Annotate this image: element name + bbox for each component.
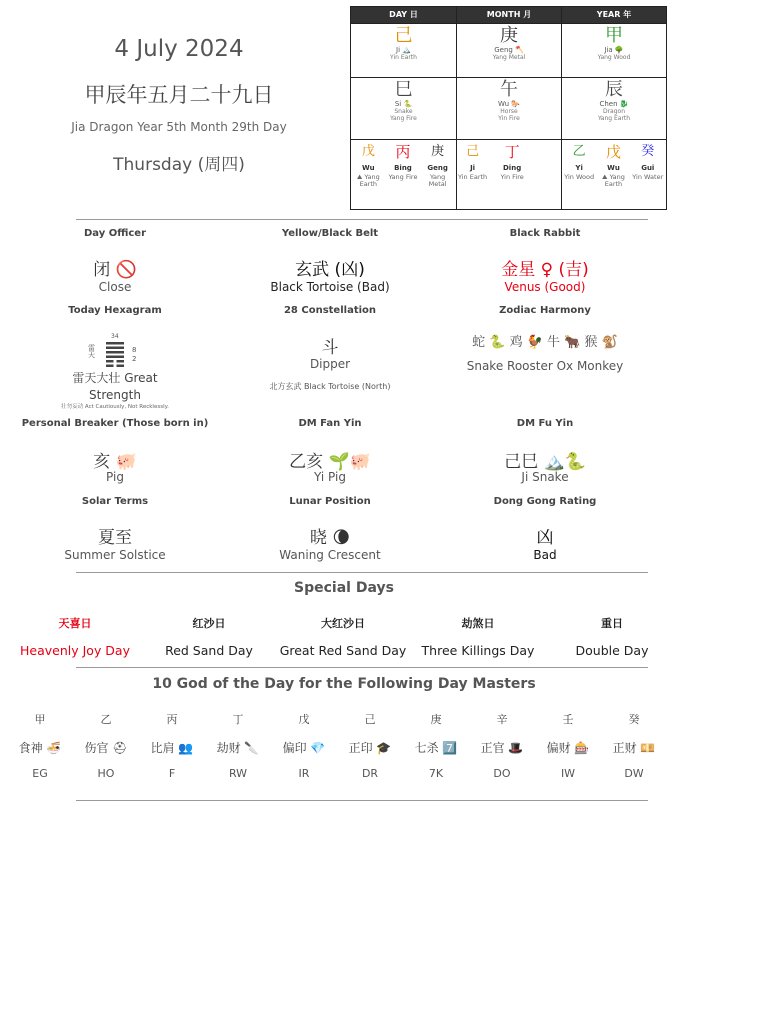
special-day-cn: 劫煞日 [461,617,495,630]
ten-god-stem: 辛 [496,713,508,726]
divider [76,667,648,668]
solar-value: 夏至 [98,528,132,548]
month-pillar [457,7,562,209]
year-stem-char: 甲 [605,25,623,46]
year-hidden-3-name: Gui [641,164,655,172]
breaker-label: Personal Breaker (Those born in) [21,418,209,429]
ten-god-stem: 乙 [100,713,112,726]
day-pillar [351,7,457,209]
month-hidden-2-char: 丁 [504,143,520,161]
zodiac-label: Zodiac Harmony [499,305,591,316]
hexagram-label: Today Hexagram [68,305,162,316]
day-branch-name: Si 🐍 [394,100,413,108]
month-hidden-1-desc: Yin Earth [458,173,488,181]
ten-god-abbr: HO [97,767,115,780]
month-hidden-cell [457,139,561,211]
hexagram-value: 雷天大壮 Great Strength [72,371,158,402]
ten-god-name: 偏印 💎 [282,741,326,755]
year-hidden-cell [562,139,666,211]
hexagram-number: 34 [111,333,119,340]
special-day-en: Great Red Sand Day [279,643,407,658]
year-hidden-2-desc: ⛰ Yang Earth [602,173,625,188]
chinese-date: 甲辰年五月二十九日 [84,83,274,107]
day-hidden-2-desc: Yang Fire [388,173,418,181]
year-branch-element: Yang Earth [597,115,631,122]
day-pillar-header: DAY 日 [351,7,456,23]
fan-yin-sub: Yi Pig [314,470,346,484]
english-lunar-date: Jia Dragon Year 5th Month 29th Day [71,120,287,134]
day-hidden-1-name: Wu [361,164,375,172]
day-officer-sub: Close [98,280,132,294]
day-branch-char: 巳 [394,79,413,100]
divider [76,572,648,573]
dong-gong-sub: Bad [533,548,557,562]
hexagram-symbol [88,333,148,373]
rabbit-label: Black Rabbit [509,228,581,239]
ten-god-name: 偏财 🎰 [546,741,590,755]
ten-god-stem: 丙 [166,713,178,726]
day-hidden-3-desc: Yang Metal [428,173,447,188]
year-stem-desc: Yang Wood [597,54,631,61]
ten-god-abbr: RW [228,767,248,780]
day-stem-desc: Yin Earth [390,54,417,61]
month-pillar-header: MONTH 月 [457,7,561,23]
fu-yin-sub: Ji Snake [521,470,569,484]
day-hidden-1 [351,144,386,188]
special-day-en: Three Killings Day [421,643,535,658]
hexagram-chars: 雷天 [88,344,95,359]
month-stem-desc: Yang Metal [492,54,526,61]
ten-god-abbr: DW [624,767,644,780]
special-day-en: Red Sand Day [165,643,253,658]
special-days-title: Special Days [294,580,394,596]
day-officer-label: Day Officer [83,228,147,239]
special-day-cn: 天喜日 [58,617,92,630]
month-hidden-2-desc: Yin Fire [500,173,524,181]
special-day-cn: 重日 [601,617,623,630]
month-stem-name: Geng 🪓 [494,46,524,54]
year-branch-char: 辰 [605,79,623,100]
constellation-label: 28 Constellation [283,305,377,316]
month-hidden-1-char: 己 [466,144,480,159]
pillars-table [350,6,667,210]
year-branch-cell [562,77,666,139]
year-pillar-header: YEAR 年 [562,7,666,23]
weekday: Thursday (周四) [113,155,245,175]
month-branch-char: 午 [500,79,518,100]
day-hidden-1-char: 戊 [361,144,375,159]
special-day-cn: 红沙日 [192,617,226,630]
ten-god-stem: 甲 [34,713,46,726]
day-stem-name: Ji 🏔️ [396,46,411,54]
ten-god-name: 劫财 🔪 [216,741,260,755]
year-hidden-2 [596,144,630,188]
day-hidden-2-name: Bing [394,164,412,172]
year-pillar [562,7,666,209]
ten-god-name: 正印 🎓 [348,741,392,755]
special-day-en: Heavenly Joy Day [20,643,130,658]
year-branch-animal: Dragon [602,108,626,115]
month-branch-name: Wu 🐎 [497,100,521,108]
day-hidden-2-char: 丙 [395,143,411,161]
rabbit-value: 金星 ♀ (吉) [501,260,589,280]
year-hidden-1-desc: Yin Wood [564,173,595,181]
day-stem-cell [351,23,456,77]
ten-god-abbr: IR [298,767,310,780]
day-officer-value: 闭 🚫 [93,260,137,280]
lunar-label: Lunar Position [289,496,371,507]
day-branch-element: Yang Fire [390,115,417,122]
day-hidden-cell [351,139,456,211]
ten-god-name: 七杀 7️⃣ [414,741,458,755]
dong-gong-value: 凶 [536,528,554,548]
belt-label: Yellow/Black Belt [281,228,379,239]
month-hidden-2-name: Ding [503,164,522,172]
day-hidden-1-desc: ⛰ Yang Earth [356,173,380,188]
month-hidden-2 [491,144,533,181]
ten-god-abbr: DO [493,767,511,780]
fu-yin-value: 己巳 🏔️🐍 [504,452,586,472]
gregorian-date: 4 July 2024 [114,36,244,62]
ten-god-abbr: IW [560,767,576,780]
constellation-sub: Dipper [309,357,351,371]
lunar-sub: Waning Crescent [279,548,381,562]
belt-sub: Black Tortoise (Bad) [270,280,390,294]
special-day-cn: 大红沙日 [321,617,365,630]
ten-god-stem: 戊 [298,713,310,726]
day-hidden-3 [420,144,455,188]
ten-god-name: 比肩 👥 [150,741,194,755]
day-hidden-2 [386,144,421,181]
year-hidden-2-name: Wu [607,164,620,172]
solar-label: Solar Terms [81,496,149,507]
ten-god-abbr: 7K [428,767,444,780]
year-stem-name: Jia 🌳 [604,46,624,54]
day-hidden-3-name: Geng [427,164,448,172]
rabbit-sub: Venus (Good) [504,280,586,294]
breaker-value: 亥 🐖 [93,452,137,472]
dong-gong-label: Dong Gong Rating [493,496,597,507]
year-branch-name: Chen 🐉 [599,100,629,108]
year-stem-cell [562,23,666,77]
year-hidden-3-char: 癸 [641,144,655,159]
month-hidden-1 [457,144,488,181]
divider [76,219,648,220]
year-hidden-3 [631,144,665,181]
month-stem-cell [457,23,561,77]
hexagram-lines-icon [106,342,124,368]
fan-yin-label: DM Fan Yin [298,418,362,429]
divider [76,800,648,801]
ten-god-abbr: F [168,767,176,780]
month-branch-element: Yin Fire [498,115,520,122]
ten-god-name: 正官 🎩 [480,741,524,755]
ten-gods-title: 10 God of the Day for the Following Day Masters [152,676,536,692]
day-branch-animal: Snake [394,108,413,115]
ten-god-stem: 己 [364,713,376,726]
fan-yin-value: 乙亥 🌱🐖 [289,452,371,472]
ten-god-name: 食神 🍜 [18,741,62,755]
zodiac-sub: Snake Rooster Ox Monkey [466,359,624,373]
ten-god-stem: 壬 [562,713,574,726]
special-day-en: Double Day [575,643,649,658]
zodiac-value: 蛇 🐍 鸡 🐓 牛 🐂 猴 🐒 [472,335,618,350]
day-stem-char: 己 [394,25,413,46]
breaker-sub: Pig [106,470,124,484]
fu-yin-label: DM Fu Yin [516,418,574,429]
day-hidden-3-char: 庚 [431,144,445,159]
hexagram-line-numbers: 8 2 [132,346,137,363]
year-hidden-3-desc: Yin Water [632,173,664,181]
month-hidden-1-name: Ji [470,164,476,172]
constellation-value: 斗 [321,338,339,358]
ten-god-abbr: EG [32,767,48,780]
month-stem-char: 庚 [500,25,518,46]
year-hidden-2-char: 戊 [605,143,621,161]
ten-god-stem: 癸 [628,713,640,726]
ten-god-abbr: DR [361,767,379,780]
solar-sub: Summer Solstice [64,548,166,562]
month-branch-animal: Horse [500,108,518,115]
month-branch-cell [457,77,561,139]
constellation-note: 北方玄武 Black Tortoise (North) [269,382,391,391]
belt-value: 玄武 (凶) [295,260,365,280]
ten-god-stem: 庚 [430,713,442,726]
ten-god-name: 伤官 ⛑ [84,741,128,755]
year-hidden-1-char: 乙 [572,144,586,159]
lunar-value: 晓 🌘 [309,528,351,548]
hexagram-note: 壮勿妄动 Act Cautiously, Not Recklessly. [61,404,169,410]
year-hidden-1 [562,144,596,181]
ten-god-stem: 丁 [232,713,244,726]
day-branch-cell [351,77,456,139]
ten-god-name: 正财 💴 [612,741,656,755]
year-hidden-1-name: Yi [575,164,583,172]
